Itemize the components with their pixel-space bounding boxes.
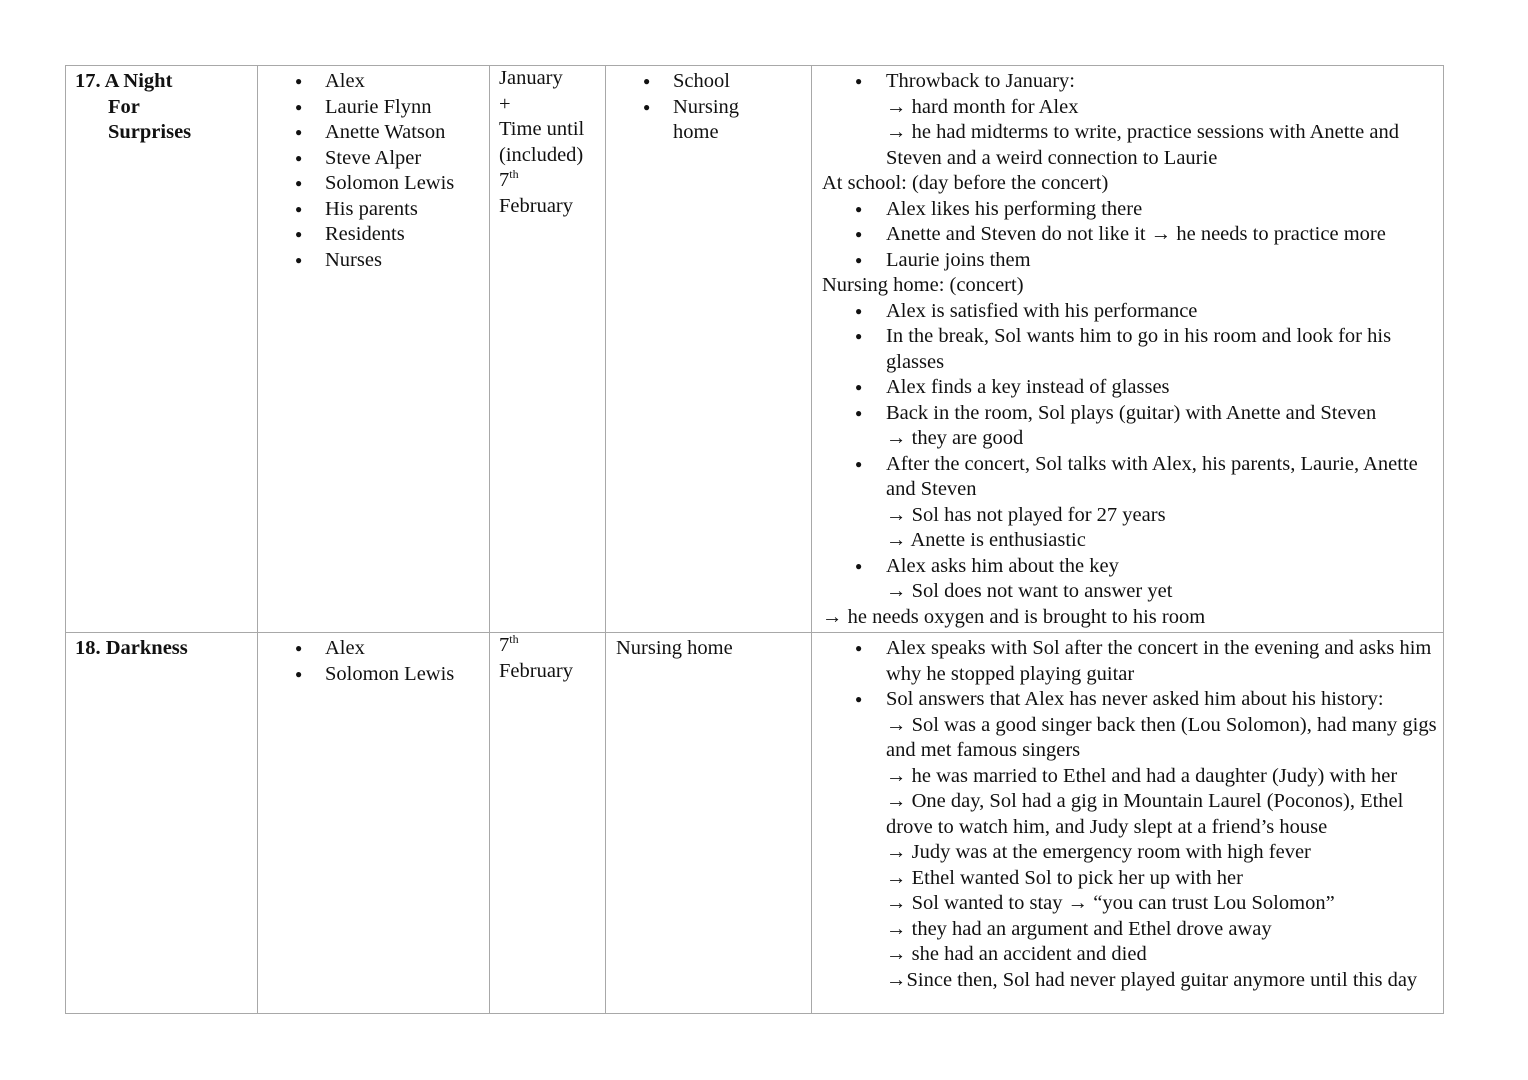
note-tail: → he needs oxygen and is brought to his room: [822, 605, 1206, 628]
list-item: ● Alex is satisfied with his performance: [822, 299, 1443, 325]
notes-list: [822, 197, 1443, 274]
time-text: (included): [499, 143, 584, 166]
table-row: [66, 66, 1444, 633]
characters-list: [258, 69, 489, 273]
chapter-title: 18. Darkness: [75, 637, 188, 659]
list-item: ● Back in the room, Sol plays (guitar) with Anette and Steven → they are good: [822, 401, 1443, 452]
characters-list: [258, 636, 489, 687]
chapter-title-cell: [66, 66, 258, 633]
list-item: ● Solomon Lewis: [258, 171, 489, 197]
notes-list: [822, 636, 1443, 993]
places-list: [606, 69, 756, 146]
chapter-title: 17. A Night: [75, 70, 173, 92]
time-text: February: [499, 659, 574, 682]
characters-cell: [258, 66, 490, 633]
list-item: ● Anette Watson: [258, 120, 489, 146]
list-item: ● Nursing home: [606, 95, 756, 146]
list-item: ● Alex likes his performing there: [822, 197, 1443, 223]
list-item: ● Alex finds a key instead of glasses: [822, 375, 1443, 401]
chapter-title: For: [108, 95, 140, 118]
chapter-title-cell: [66, 633, 258, 1014]
list-item: ● Throwback to January: → hard month for Alex → he had midterms to write, practice sessions with Anette and Steven and a weird connection to Laurie: [822, 69, 1443, 171]
list-item: ● Nurses: [258, 248, 489, 274]
list-item: ● Solomon Lewis: [258, 662, 489, 688]
list-item: ● In the break, Sol wants him to go in his room and look for his glasses: [822, 324, 1443, 375]
list-item: ● Alex: [258, 636, 489, 662]
list-item: ● Laurie joins them: [822, 248, 1443, 274]
time-cell: [490, 66, 606, 633]
time-text: +: [499, 92, 511, 115]
list-item: ● Laurie Flynn: [258, 95, 489, 121]
places-cell: [606, 633, 812, 1014]
notes-list: [822, 299, 1443, 605]
list-item: ● Anette and Steven do not like it → he needs to practice more: [822, 222, 1443, 248]
table-row: [66, 633, 1444, 1014]
list-item: ● Residents: [258, 222, 489, 248]
time-cell: [490, 633, 606, 1014]
time-text: January: [499, 67, 563, 89]
places-cell: [606, 66, 812, 633]
time-day: 7: [499, 169, 510, 191]
time-text: Time until: [499, 118, 585, 140]
list-item: ● Alex: [258, 69, 489, 95]
place-text: Nursing home: [616, 637, 733, 659]
list-item: ● His parents: [258, 197, 489, 223]
chapter-title: Surprises: [108, 121, 192, 143]
characters-cell: [258, 633, 490, 1014]
notes-cell: [812, 633, 1444, 1014]
notes-cell: [812, 66, 1444, 633]
list-item: ● Sol answers that Alex has never asked him about his history: → Sol was a good singer back then (Lou Solomon), had many gigs and met famous singers → he was married to Ethel and had a daughter (Judy) with her → One day, Sol had a gig in Mountain Laurel (Poconos), Ethel drove to watch him, and Judy slept at a friend’s house → Judy was at the emergency room with high fever → Ethel wanted Sol to pick her up with her → Sol wanted to stay → “you can trust Lou Solomon” → they had an argument and Ethel drove away → she had an accident and died →Since then, Sol had never played guitar anymore until this day: [822, 687, 1443, 993]
list-item: ● After the concert, Sol talks with Alex, his parents, Laurie, Anette and Steven → Sol has not played for 27 years → Anette is enthusiastic: [822, 452, 1443, 554]
list-item: ● Steve Alper: [258, 146, 489, 172]
time-suffix: th: [509, 632, 519, 647]
notes-list: [822, 69, 1443, 171]
list-item: ● Alex speaks with Sol after the concert in the evening and asks him why he stopped playing guitar: [822, 636, 1443, 687]
time-day: 7: [499, 634, 510, 656]
time-suffix: th: [509, 167, 519, 182]
list-item: ● School: [606, 69, 756, 95]
list-item: ● Alex asks him about the key → Sol does not want to answer yet: [822, 554, 1443, 605]
time-text: February: [499, 194, 574, 217]
section-heading: At school: (day before the concert): [822, 172, 1109, 194]
chapter-summary-table: [65, 65, 1444, 1014]
section-heading: Nursing home: (concert): [822, 274, 1024, 296]
